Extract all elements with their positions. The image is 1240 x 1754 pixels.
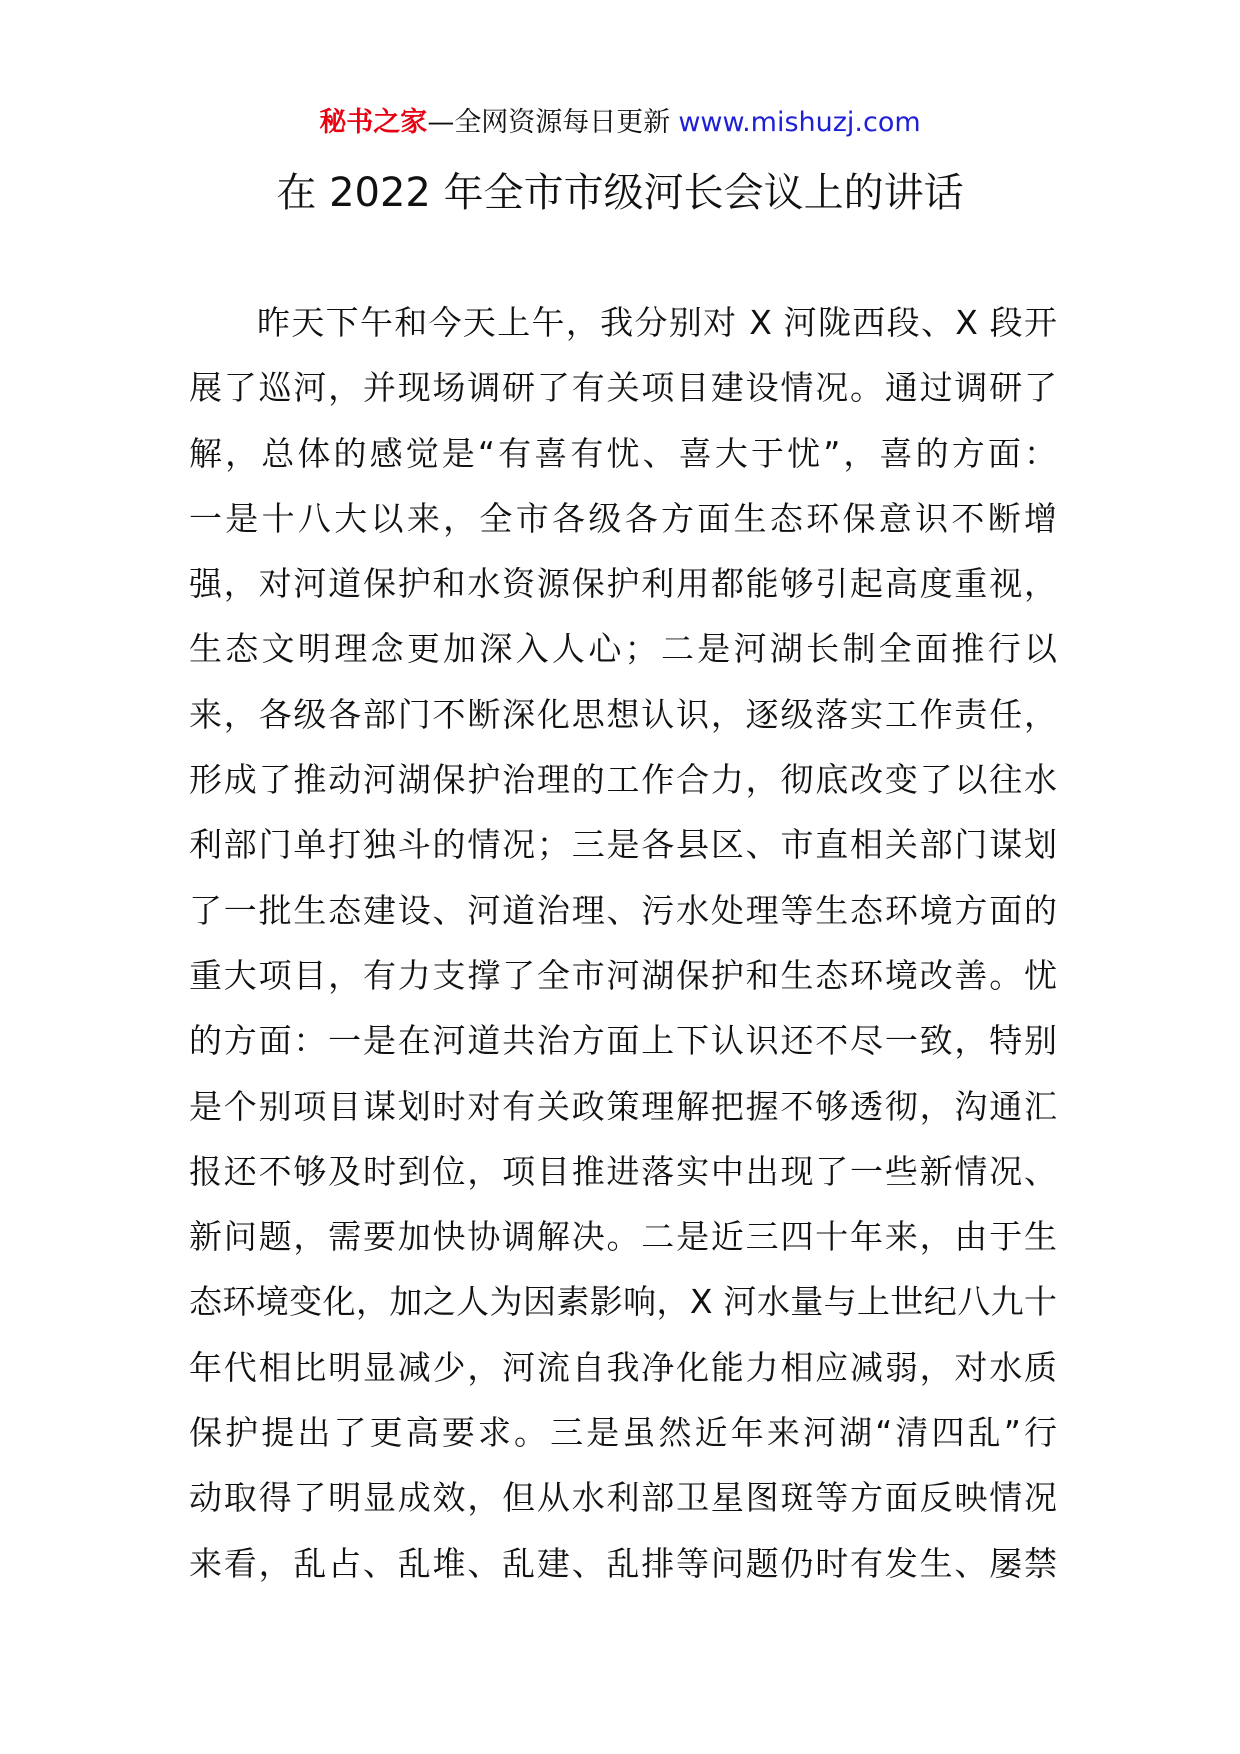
body-line: 利部门单打独斗的情况；三是各县区、市直相关部门谋划	[189, 825, 1057, 865]
body-line: 来看，乱占、乱堆、乱建、乱排等问题仍时有发生、屡禁	[189, 1543, 1057, 1583]
body-line: 的方面：一是在河道共治方面上下认识还不尽一致，特别	[189, 1021, 1057, 1061]
body-line: 来，各级各部门不断深化思想认识，逐级落实工作责任，	[189, 694, 1057, 734]
body-line: 重大项目，有力支撑了全市河湖保护和生态环境改善。忧	[189, 955, 1057, 995]
body-line: 昨天下午和今天上午，我分别对 X 河陇西段、X 段开	[257, 303, 1057, 342]
body-line: 展了巡河，并现场调研了有关项目建设情况。通过调研了	[189, 368, 1057, 408]
body-line: 是个别项目谋划时对有关政策理解把握不够透彻，沟通汇	[189, 1086, 1057, 1126]
body-line: 生态文明理念更加深入人心；二是河湖长制全面推行以	[189, 629, 1057, 669]
body-line: 强，对河道保护和水资源保护利用都能够引起高度重视，	[189, 564, 1057, 604]
body-line: 动取得了明显成效，但从水利部卫星图斑等方面反映情况	[189, 1478, 1057, 1518]
site-header	[0, 106, 1240, 140]
body-line: 新问题，需要加快协调解决。二是近三四十年来，由于生	[189, 1217, 1057, 1257]
site-name: 秘书之家	[319, 107, 428, 138]
body-line: 了一批生态建设、河道治理、污水处理等生态环境方面的	[189, 890, 1057, 930]
body-line: 一是十八大以来，全市各级各方面生态环保意识不断增	[189, 498, 1057, 538]
site-tagline: —全网资源每日更新	[427, 107, 671, 138]
body-line: 解，总体的感觉是“有喜有忧、喜大于忧”，喜的方面：	[189, 433, 1057, 473]
document-body	[189, 290, 1057, 1596]
body-line: 年代相比明显减少，河流自我净化能力相应减弱，对水质	[189, 1347, 1057, 1387]
body-line: 报还不够及时到位，项目推进落实中出现了一些新情况、	[189, 1151, 1057, 1191]
site-url: www.mishuzj.com	[678, 107, 921, 138]
document-title: 在 2022 年全市市级河长会议上的讲话	[276, 170, 964, 216]
body-line: 态环境变化，加之人为因素影响，X 河水量与上世纪八九十	[189, 1282, 1057, 1322]
body-line: 形成了推动河湖保护治理的工作合力，彻底改变了以往水	[189, 760, 1057, 800]
body-line: 保护提出了更高要求。三是虽然近年来河湖“清四乱”行	[189, 1413, 1057, 1453]
